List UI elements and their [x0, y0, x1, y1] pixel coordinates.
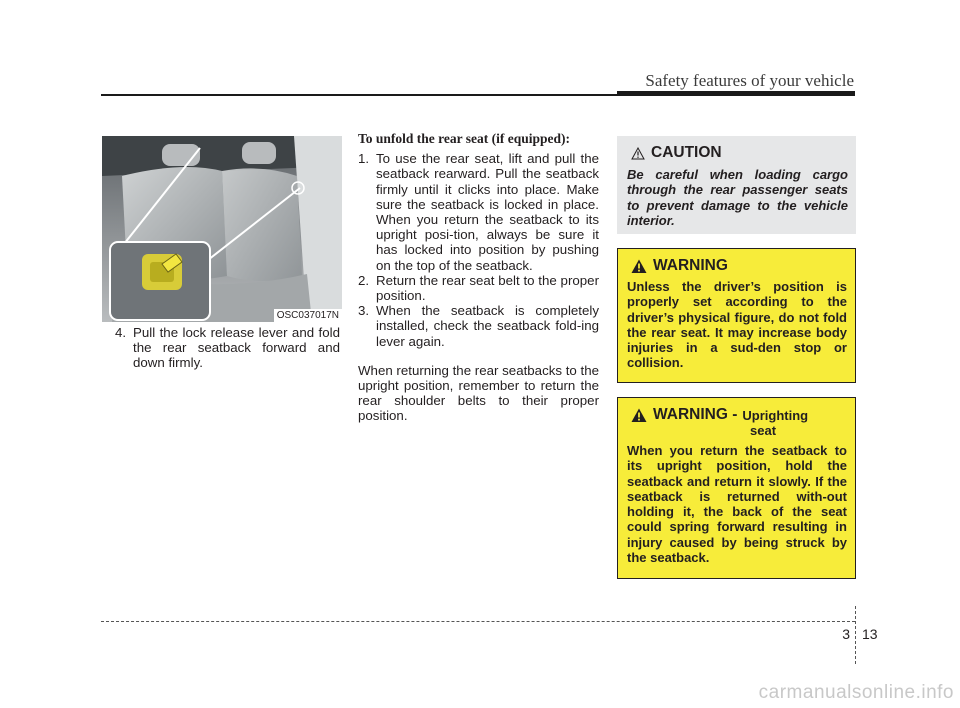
warning-seat-subtitle: Uprighting — [742, 407, 809, 423]
warning-seat-box — [617, 397, 856, 579]
warning-seat-heading — [631, 406, 847, 424]
chapter-number: 3 — [842, 626, 850, 642]
step-1 — [358, 151, 599, 273]
warning-seat-subtitle-line2: seat — [750, 423, 777, 438]
header-rule-accent — [617, 91, 855, 96]
step-4 — [115, 325, 340, 371]
warning-text: Unless the driver’s position is properly set according to the driver’s physical figure, do not fold the rear seat. It may increase body injuries in a sud-den stop or collision. — [627, 279, 847, 371]
warning-filled-icon — [631, 259, 647, 274]
warning-box — [617, 248, 856, 383]
footer-divider — [855, 606, 856, 664]
caution-title: CAUTION — [651, 144, 722, 161]
step-number: 2. — [358, 272, 370, 288]
note-paragraph: When returning the rear seatbacks to the upright position, remember to return the rear shoulder belts to their proper position. — [358, 362, 599, 424]
page-number: 13 — [862, 626, 878, 642]
step-2 — [358, 273, 599, 303]
left-column — [115, 325, 340, 371]
middle-column — [358, 131, 599, 424]
caution-heading — [631, 144, 848, 162]
warning-outline-icon — [631, 147, 645, 160]
rear-seat-illustration — [102, 136, 342, 322]
photo-code: OSC037017N — [274, 309, 342, 322]
subheading: To unfold the rear seat (if equipped): — [358, 131, 571, 146]
warning-heading — [631, 257, 847, 275]
step-number: 4. — [115, 325, 127, 340]
caution-text: Be careful when loading cargo through the rear passenger seats to prevent damage to the vehicle interior. — [627, 167, 848, 228]
section-title: Safety features of your vehicle — [645, 71, 854, 90]
warning-title: WARNING — [653, 257, 728, 274]
rear-seat-photo — [102, 136, 342, 322]
step-text: Return the rear seat belt to the proper position. — [376, 272, 599, 304]
step-number: 3. — [358, 303, 370, 319]
warning-seat-text: When you return the seatback to its upright position, hold the seatback and return it slowly. If the seatback is returned with-out holding it, the back of the seat could spring forward resulting in injury caused by being struck by the seatback. — [627, 443, 847, 566]
caution-box — [617, 136, 856, 234]
step-number: 1. — [358, 151, 370, 167]
step-text: To use the rear seat, lift and pull the seatback rearward. Pull the seatback firmly until it clicks into place. Make sure the seatback is locked in place. When you return the seatback to its upright posi-tion, always be sure it has locked into position by pushing on the top of the seatback. — [376, 151, 599, 273]
footer-rule — [101, 621, 855, 622]
step-text: When the seatback is completely installed, check the seatback fold-ing lever again. — [376, 303, 599, 349]
step-text: Pull the lock release lever and fold the rear seatback forward and down firmly. — [133, 325, 340, 371]
watermark: carmanualsonline.info — [758, 682, 954, 703]
warning-filled-icon — [631, 408, 647, 423]
warning-seat-title: WARNING - — [653, 406, 738, 423]
step-3 — [358, 303, 599, 349]
